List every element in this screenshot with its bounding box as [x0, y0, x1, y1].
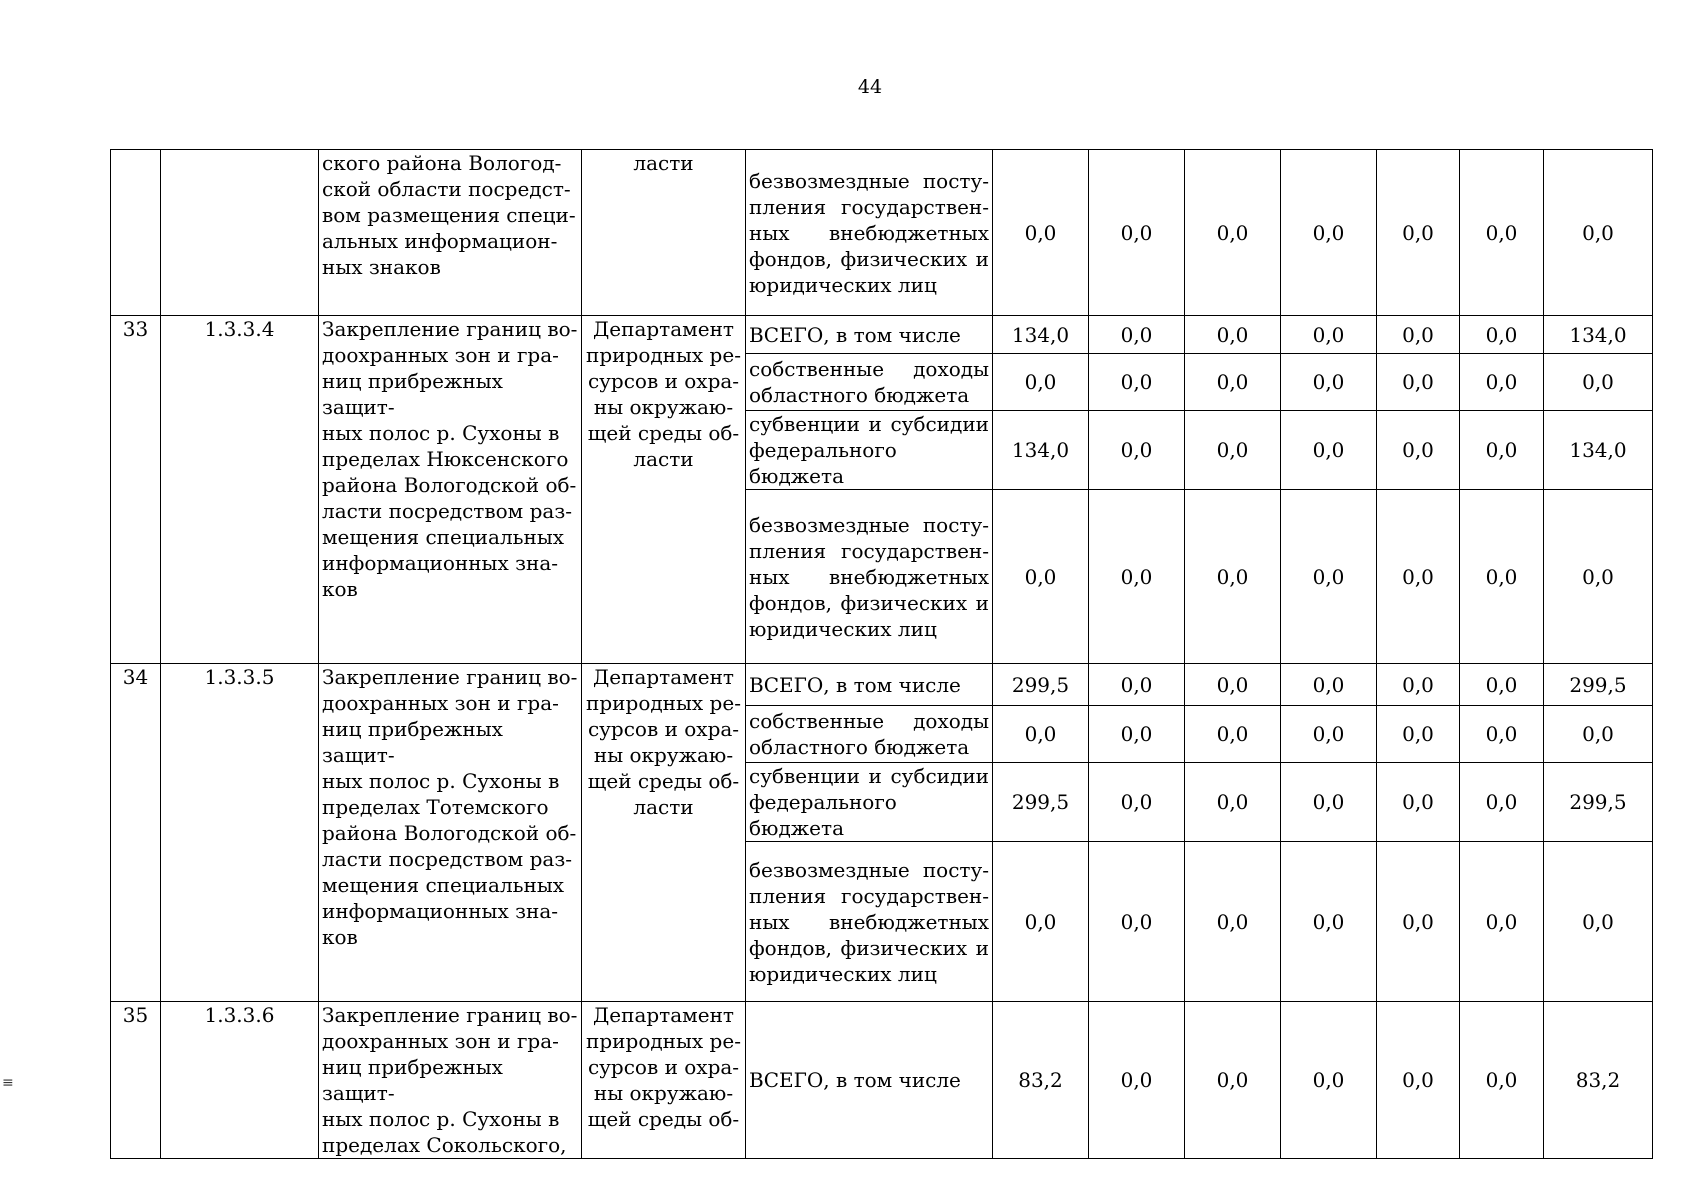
amount-cell: 0,0: [1377, 316, 1460, 354]
text-line: областного бюджета: [749, 383, 970, 407]
text-line: федерального бюджета: [749, 438, 897, 488]
amount-cell: 134,0: [1544, 411, 1653, 490]
amount-cell: 299,5: [1544, 763, 1653, 842]
funding-source-cell: [746, 150, 993, 316]
text-line: ных полос р. Сухоны в: [322, 769, 560, 793]
code-cell: 1.3.3.6: [161, 1002, 319, 1159]
funding-source-cell: ВСЕГО, в том числе: [746, 316, 993, 354]
text-line: щей среды об-: [587, 769, 740, 793]
text-line: ных полос р. Сухоны в: [322, 1107, 560, 1131]
executor-cell: [582, 150, 746, 316]
text-line: ны окружаю-: [593, 1081, 734, 1105]
amount-cell: 0,0: [1089, 490, 1185, 664]
text-line: Департамент: [593, 1003, 734, 1027]
text-line: фондов, физических и: [749, 935, 989, 960]
text-line: Закрепление границ во-: [322, 665, 578, 689]
amount-cell: 0,0: [1281, 664, 1377, 706]
text-line: ласти посредством раз-: [322, 499, 572, 523]
code-cell: 1.3.3.4: [161, 316, 319, 664]
code-cell: [161, 150, 319, 316]
amount-cell: 0,0: [1544, 490, 1653, 664]
amount-cell: 299,5: [993, 763, 1089, 842]
text-line: альных информацион-: [322, 229, 558, 253]
amount-cell: 0,0: [1460, 763, 1544, 842]
text-line: информационных зна-: [322, 551, 559, 575]
description-cell: [319, 316, 582, 664]
amount-cell: 0,0: [1377, 354, 1460, 411]
text-line: фондов, физических и: [749, 590, 989, 615]
text-line: сурсов и охра-: [587, 717, 740, 741]
text-line: федерального бюджета: [749, 790, 897, 840]
table-row: [111, 150, 1653, 316]
amount-cell: 0,0: [1281, 706, 1377, 763]
text-line: юридических лиц: [749, 961, 937, 986]
funding-source-cell: ВСЕГО, в том числе: [746, 664, 993, 706]
amount-cell: 0,0: [1377, 490, 1460, 664]
description-cell: [319, 1002, 582, 1159]
amount-cell: 0,0: [1281, 490, 1377, 664]
text-line: ных внебюджетных: [749, 220, 989, 245]
amount-cell: 0,0: [993, 354, 1089, 411]
text-line: ны окружаю-: [593, 395, 734, 419]
amount-cell: 0,0: [1544, 354, 1653, 411]
table-body: [111, 150, 1653, 1159]
text-line: субвенции и субсидии: [749, 764, 989, 788]
amount-cell: 0,0: [1377, 150, 1460, 316]
amount-cell: 0,0: [1460, 150, 1544, 316]
amount-cell: 134,0: [993, 411, 1089, 490]
amount-cell: 0,0: [1460, 411, 1544, 490]
text-line: сурсов и охра-: [587, 1055, 740, 1079]
amount-cell: 0,0: [993, 150, 1089, 316]
text-line: щей среды об-: [587, 421, 740, 445]
amount-cell: 0,0: [993, 706, 1089, 763]
text-line: доохранных зон и гра-: [322, 343, 559, 367]
amount-cell: 0,0: [1089, 150, 1185, 316]
text-line: мещения специальных: [322, 873, 565, 897]
executor-cell: [582, 1002, 746, 1159]
amount-cell: 83,2: [1544, 1002, 1653, 1159]
amount-cell: 0,0: [1460, 354, 1544, 411]
text-line: юридических лиц: [749, 616, 937, 641]
text-line: ных знаков: [322, 255, 441, 279]
amount-cell: 0,0: [1281, 763, 1377, 842]
table-row: [111, 664, 1653, 706]
amount-cell: 0,0: [1185, 354, 1281, 411]
amount-cell: 0,0: [1544, 842, 1653, 1002]
amount-cell: 0,0: [1281, 150, 1377, 316]
amount-cell: 0,0: [1460, 842, 1544, 1002]
text-line: безвозмездные посту-: [749, 512, 989, 537]
row-number-cell: [111, 150, 161, 316]
amount-cell: 0,0: [1185, 763, 1281, 842]
text-line: доохранных зон и гра-: [322, 691, 559, 715]
text-line: природных ре-: [586, 343, 741, 367]
description-cell: [319, 150, 582, 316]
text-line: безвозмездные посту-: [749, 857, 989, 882]
amount-cell: 134,0: [993, 316, 1089, 354]
amount-cell: 0,0: [993, 490, 1089, 664]
amount-cell: 0,0: [1281, 411, 1377, 490]
text-line: ны окружаю-: [593, 743, 734, 767]
row-number-cell: 35: [111, 1002, 161, 1159]
table-row: [111, 316, 1653, 354]
text-line: природных ре-: [586, 691, 741, 715]
text-line: областного бюджета: [749, 735, 970, 759]
amount-cell: 0,0: [993, 842, 1089, 1002]
text-line: района Вологодской об-: [322, 821, 577, 845]
row-number-cell: 34: [111, 664, 161, 1002]
margin-mark: ≡: [2, 1075, 14, 1091]
amount-cell: 0,0: [1089, 354, 1185, 411]
text-line: Департамент: [593, 317, 734, 341]
text-line: пления государствен-: [749, 883, 989, 908]
text-line: субвенции и субсидии: [749, 412, 989, 436]
amount-cell: 0,0: [1460, 490, 1544, 664]
row-number-cell: 33: [111, 316, 161, 664]
amount-cell: 0,0: [1185, 150, 1281, 316]
text-line: ных полос р. Сухоны в: [322, 421, 560, 445]
text-line: ниц прибрежных защит-: [322, 369, 503, 419]
funding-source-cell: ВСЕГО, в том числе: [746, 1002, 993, 1159]
executor-cell: [582, 316, 746, 664]
text-line: щей среды об-: [587, 1107, 740, 1131]
text-line: ков: [322, 577, 358, 601]
amount-cell: 0,0: [1089, 706, 1185, 763]
description-cell: [319, 664, 582, 1002]
amount-cell: 0,0: [1377, 664, 1460, 706]
text-line: юридических лиц: [749, 272, 937, 297]
amount-cell: 0,0: [1089, 664, 1185, 706]
amount-cell: 0,0: [1089, 1002, 1185, 1159]
amount-cell: 134,0: [1544, 316, 1653, 354]
text-line: сурсов и охра-: [587, 369, 740, 393]
text-line: природных ре-: [586, 1029, 741, 1053]
amount-cell: 0,0: [1460, 1002, 1544, 1159]
funding-source-cell: [746, 842, 993, 1002]
text-line: собственные доходы: [749, 357, 989, 381]
amount-cell: 0,0: [1089, 763, 1185, 842]
amount-cell: 0,0: [1377, 411, 1460, 490]
amount-cell: 0,0: [1377, 842, 1460, 1002]
table-row: [111, 1002, 1653, 1159]
text-line: ласти посредством раз-: [322, 847, 572, 871]
amount-cell: 0,0: [1089, 842, 1185, 1002]
text-line: информационных зна-: [322, 899, 559, 923]
text-line: мещения специальных: [322, 525, 565, 549]
amount-cell: 0,0: [1185, 842, 1281, 1002]
text-line: собственные доходы: [749, 709, 989, 733]
text-line: ского района Вологод-: [322, 151, 562, 175]
text-line: пления государствен-: [749, 194, 989, 219]
text-line: вом размещения специ-: [322, 203, 576, 227]
amount-cell: 0,0: [1377, 763, 1460, 842]
amount-cell: 0,0: [1089, 411, 1185, 490]
funding-table: [110, 149, 1653, 1159]
amount-cell: 0,0: [1281, 316, 1377, 354]
amount-cell: 0,0: [1377, 1002, 1460, 1159]
text-line: ков: [322, 925, 358, 949]
text-line: ласти: [633, 151, 694, 175]
funding-source-cell: [746, 706, 993, 763]
amount-cell: 0,0: [1089, 316, 1185, 354]
text-line: ниц прибрежных защит-: [322, 717, 503, 767]
amount-cell: 0,0: [1185, 664, 1281, 706]
code-cell: 1.3.3.5: [161, 664, 319, 1002]
text-line: ской области посредст-: [322, 177, 571, 201]
text-line: ных внебюджетных: [749, 564, 989, 589]
text-line: пределах Тотемского: [322, 795, 549, 819]
amount-cell: 0,0: [1281, 842, 1377, 1002]
amount-cell: 0,0: [1460, 664, 1544, 706]
text-line: ласти: [633, 795, 694, 819]
text-line: ниц прибрежных защит-: [322, 1055, 503, 1105]
text-line: ласти: [633, 447, 694, 471]
text-line: доохранных зон и гра-: [322, 1029, 559, 1053]
text-line: пределах Нюксенского: [322, 447, 569, 471]
text-line: фондов, физических и: [749, 246, 989, 271]
amount-cell: 0,0: [1544, 706, 1653, 763]
funding-source-cell: [746, 354, 993, 411]
amount-cell: 0,0: [1281, 1002, 1377, 1159]
amount-cell: 299,5: [1544, 664, 1653, 706]
funding-source-cell: [746, 763, 993, 842]
amount-cell: 0,0: [1377, 706, 1460, 763]
amount-cell: 0,0: [1460, 706, 1544, 763]
text-line: Департамент: [593, 665, 734, 689]
text-line: пления государствен-: [749, 538, 989, 563]
amount-cell: 0,0: [1544, 150, 1653, 316]
amount-cell: 0,0: [1460, 316, 1544, 354]
amount-cell: 0,0: [1281, 354, 1377, 411]
text-line: Закрепление границ во-: [322, 317, 578, 341]
text-line: района Вологодской об-: [322, 473, 577, 497]
amount-cell: 0,0: [1185, 490, 1281, 664]
page-number: 44: [857, 76, 883, 98]
text-line: Закрепление границ во-: [322, 1003, 578, 1027]
funding-source-cell: [746, 490, 993, 664]
amount-cell: 299,5: [993, 664, 1089, 706]
text-line: ных внебюджетных: [749, 909, 989, 934]
text-line: безвозмездные посту-: [749, 168, 989, 193]
amount-cell: 83,2: [993, 1002, 1089, 1159]
executor-cell: [582, 664, 746, 1002]
amount-cell: 0,0: [1185, 411, 1281, 490]
amount-cell: 0,0: [1185, 706, 1281, 763]
funding-source-cell: [746, 411, 993, 490]
text-line: пределах Сокольского,: [322, 1133, 567, 1157]
amount-cell: 0,0: [1185, 1002, 1281, 1159]
amount-cell: 0,0: [1185, 316, 1281, 354]
